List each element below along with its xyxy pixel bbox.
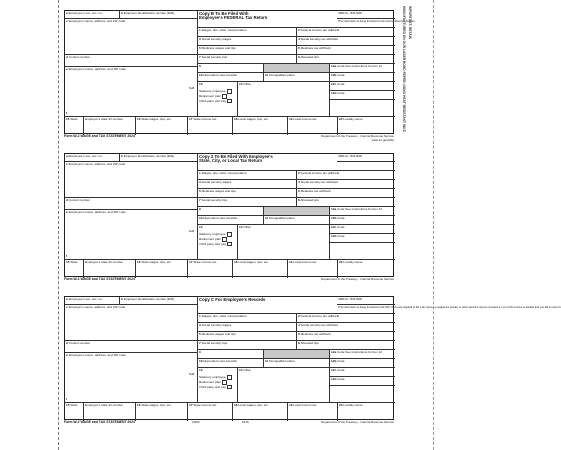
copy-note-text: This information is being furnished to the IRS. If you are required to file a tax return, a negligence penalty or other sanction may be imposed on you if this income is taxable and you fail to report it.	[338, 305, 561, 309]
box-label: Code See instructions for box 12	[337, 206, 382, 211]
box-label: Social security wages	[201, 179, 232, 184]
box-11[interactable]	[263, 216, 329, 225]
box-number: 12b	[331, 215, 337, 220]
box-number: 2	[298, 27, 300, 32]
box-label: Employer's name, address, and ZIP code	[68, 304, 126, 309]
box-7[interactable]	[197, 198, 296, 207]
box-17[interactable]	[187, 260, 232, 278]
box-label: Dependent care benefits	[203, 358, 238, 363]
box-20[interactable]	[337, 260, 395, 278]
pinfeed-strip	[433, 0, 438, 450]
box-label: Social security tips	[201, 54, 228, 59]
box-label: Local wages, tips, etc.	[238, 259, 269, 264]
box-d-control[interactable]	[65, 198, 197, 210]
box-label: Local income tax	[293, 116, 317, 121]
box-11[interactable]	[263, 73, 329, 82]
box-number: 16	[137, 116, 141, 121]
omb-text: OMB No. 1545-0008	[338, 11, 362, 15]
box-number: 11	[265, 215, 269, 220]
box-label: Control number	[68, 340, 91, 345]
box-label: Code	[337, 358, 345, 363]
box-number: 11	[265, 72, 269, 77]
box-label: Social security tax withheld	[300, 36, 338, 41]
box-label: Local income tax	[293, 402, 317, 407]
box-number: 6	[298, 45, 300, 50]
box-number: 19	[289, 259, 293, 264]
box-label: Social security tax withheld	[300, 322, 338, 327]
box-label: Social security tips	[201, 197, 228, 202]
box-14[interactable]	[237, 368, 329, 403]
box-13[interactable]	[197, 368, 237, 403]
box-label: Code See instructions for box 12	[337, 349, 382, 354]
box-label: Dependent care benefits	[203, 215, 238, 220]
box-label: Other	[243, 81, 252, 86]
box-number: 9	[199, 349, 201, 354]
box-number: 1	[199, 170, 201, 175]
box-number: 8	[298, 197, 300, 202]
box-label: Locality name	[343, 116, 363, 121]
box-number: 20	[339, 402, 343, 407]
box-number: c	[66, 161, 68, 166]
retirement-label: Retirement plan	[199, 94, 221, 99]
statutory-label: Statutory employee	[199, 232, 226, 237]
agency-name: Department of the Treasury - Internal Revenue Service	[321, 277, 394, 281]
side-text-line2: MANUFACTURED ON OUR LASER BOND PAPER USING HEAT RESISTANT INKS	[402, 6, 406, 132]
box-number: 13	[199, 224, 203, 229]
box-label: Employer identification number (EIN)	[123, 10, 175, 15]
box-label: Code See instructions for box 12	[337, 63, 382, 68]
retirement-label: Retirement plan	[199, 380, 221, 385]
box-number: 2	[298, 170, 300, 175]
box-16[interactable]	[135, 117, 187, 135]
suffix-label: Suff.	[188, 229, 195, 233]
box-number: 20	[339, 259, 343, 264]
box-number: c	[66, 18, 68, 23]
form-name: Form W-2 WAGE and TAX STATEMENT 2024	[64, 134, 135, 138]
box-number: 19	[289, 402, 293, 407]
copy-note-text: This information is being furnished to the Internal Revenue Service.	[338, 19, 416, 23]
box-label: Medicare tax withheld	[300, 331, 331, 336]
perforation-line	[58, 0, 59, 450]
box-number: 7	[199, 54, 201, 59]
box-18[interactable]	[232, 260, 287, 278]
box-label: Employee's name, address, and ZIP code	[68, 66, 126, 71]
box-c-employer[interactable]	[65, 162, 197, 198]
box-number: d	[66, 197, 68, 202]
box-12d[interactable]	[329, 377, 395, 386]
box-number: 12b	[331, 358, 337, 363]
box-label: Code	[337, 233, 345, 238]
box-label: Other	[243, 367, 252, 372]
box-16[interactable]	[135, 403, 187, 421]
box-number: 1	[199, 27, 201, 32]
ctrl-mark: LW2F	[192, 420, 200, 424]
box-label: Wages, tips, other compensation	[201, 313, 247, 318]
copy-note[interactable]	[337, 305, 561, 314]
box-label: Employee's name, address, and ZIP code	[68, 209, 126, 214]
box-b-ein[interactable]	[119, 11, 197, 19]
box-10[interactable]	[197, 73, 263, 82]
box-label: Medicare wages and tips	[201, 45, 236, 50]
box-label: Dependent care benefits	[203, 72, 238, 77]
box-d-control[interactable]	[65, 55, 197, 67]
box-label: Code	[337, 81, 345, 86]
agency-name: Department of the Treasury - Internal Revenue Service	[321, 420, 394, 424]
statutory-checkbox[interactable]	[227, 232, 232, 237]
omb-number[interactable]	[337, 11, 395, 19]
box-number: 20	[339, 116, 343, 121]
box-number: 11	[265, 358, 269, 363]
box-f: f	[66, 253, 68, 258]
box-19[interactable]	[287, 260, 337, 278]
form-name: Form W-2 WAGE and TAX STATEMENT 2024	[64, 277, 135, 281]
suffix-label: Suff.	[188, 372, 195, 376]
box-number: 15	[66, 259, 70, 264]
box-label: Employee's soc. sec. no.	[68, 296, 103, 301]
box-label: Federal income tax withheld	[300, 170, 340, 175]
box-number: 12a	[331, 206, 337, 211]
box-number: e	[66, 66, 68, 71]
copy-note[interactable]	[337, 19, 416, 28]
box-12d[interactable]	[329, 234, 395, 243]
box-12-blank[interactable]	[329, 100, 395, 117]
box-14[interactable]	[237, 225, 329, 260]
box-ef-employee[interactable]	[65, 353, 197, 403]
box-label: Local income tax	[293, 259, 317, 264]
form-name: Form W-2 WAGE and TAX STATEMENT 2024	[64, 420, 135, 424]
box-label: State	[70, 259, 78, 264]
box-number: 13	[199, 81, 203, 86]
box-15[interactable]	[65, 403, 83, 421]
box-number: 9	[199, 206, 201, 211]
box-label: Nonqualified plans	[269, 72, 295, 77]
box-label: Medicare wages and tips	[201, 331, 236, 336]
box-ef-employee[interactable]	[65, 67, 197, 117]
box-label: Other	[243, 224, 252, 229]
box-label: Local wages, tips, etc.	[238, 402, 269, 407]
box-number: 15	[66, 116, 70, 121]
box-16[interactable]	[135, 260, 187, 278]
omb-number[interactable]	[337, 297, 395, 305]
sickpay-label: Third-party sick pay	[199, 241, 226, 246]
box-label: Federal income tax withheld	[300, 313, 340, 318]
retirement-label: Retirement plan	[199, 237, 221, 242]
box-label: Code	[337, 215, 345, 220]
box-number: b	[121, 296, 123, 301]
box-number: 12d	[331, 90, 337, 95]
box-number: 5	[199, 331, 201, 336]
suffix-label: Suff.	[188, 86, 195, 90]
box-label: State income tax	[193, 402, 217, 407]
box-label: Code	[337, 376, 345, 381]
box-label: State income tax	[193, 259, 217, 264]
box-number: 18	[234, 116, 238, 121]
box-10[interactable]	[197, 359, 263, 368]
box-number: 17	[189, 259, 193, 264]
form-footer	[64, 135, 394, 138]
box-number: 4	[298, 179, 300, 184]
box-label: Employer's name, address, and ZIP code	[68, 18, 126, 23]
box-7[interactable]	[197, 341, 296, 350]
box-label: Social security tips	[201, 340, 228, 345]
box-number: 17	[189, 402, 193, 407]
box-number: 18	[234, 402, 238, 407]
box-label: Code	[337, 224, 345, 229]
box-b-ein[interactable]	[119, 154, 197, 162]
box-label: Allocated tips	[300, 54, 319, 59]
box-number: 14	[239, 81, 243, 86]
box-label: Allocated tips	[300, 197, 319, 202]
box-number: e	[66, 352, 68, 357]
box-15[interactable]	[65, 117, 83, 135]
box-19[interactable]	[287, 403, 337, 421]
sickpay-checkbox[interactable]	[227, 242, 232, 247]
box-label: Employer's state ID number	[85, 116, 124, 121]
box-label: State wages, tips, etc.	[141, 116, 172, 121]
box-label: Code	[337, 90, 345, 95]
box-label: Wages, tips, other compensation	[201, 27, 247, 32]
agency-name: Department of the Treasury - Internal Revenue Service	[321, 134, 394, 138]
box-label: Employer's state ID number	[85, 259, 124, 264]
form-footer	[64, 421, 394, 424]
box-number: a	[66, 296, 68, 301]
box-number: 5	[199, 188, 201, 193]
form-footer	[64, 278, 394, 281]
box-number: 10	[199, 215, 203, 220]
sickpay-label: Third-party sick pay	[199, 384, 226, 389]
box-ef-employee[interactable]	[65, 210, 197, 260]
box-c-employer[interactable]	[65, 19, 197, 55]
omb-text: OMB No. 1545-0008	[338, 297, 362, 301]
box-label: Code	[337, 72, 345, 77]
copy-title[interactable]	[197, 154, 337, 171]
sickpay-label: Third-party sick pay	[199, 98, 226, 103]
box-14[interactable]	[237, 82, 329, 117]
box-label: Medicare tax withheld	[300, 45, 331, 50]
box-number: 4	[298, 322, 300, 327]
box-label: Nonqualified plans	[269, 215, 295, 220]
box-label: Employer identification number (EIN)	[123, 153, 175, 158]
copy-title-line2: State, City, or Local Tax Return	[199, 158, 263, 164]
box-12a-shade[interactable]	[263, 64, 329, 73]
box-label: Employer's name, address, and ZIP code	[68, 161, 126, 166]
box-12a-shade[interactable]	[263, 207, 329, 216]
sickpay-checkbox[interactable]	[227, 99, 232, 104]
box-number: 14	[239, 224, 243, 229]
box-20[interactable]	[337, 117, 395, 135]
box-label: Federal income tax withheld	[300, 27, 340, 32]
box-f: f	[66, 110, 68, 115]
w2-copy-2	[64, 296, 561, 420]
box-12-blank[interactable]	[329, 243, 395, 260]
box-18[interactable]	[232, 403, 287, 421]
box-b-ein[interactable]	[119, 297, 197, 305]
box-15-ein[interactable]	[83, 260, 135, 278]
box-label: Medicare tax withheld	[300, 188, 331, 193]
box-number: 8	[298, 340, 300, 345]
box-12a-shade[interactable]	[263, 350, 329, 359]
box-number: 6	[298, 331, 300, 336]
box-number: 3	[199, 322, 201, 327]
box-10[interactable]	[197, 216, 263, 225]
box-number: 8	[298, 54, 300, 59]
box-label: State wages, tips, etc.	[141, 259, 172, 264]
box-label: Nonqualified plans	[269, 358, 295, 363]
box-11[interactable]	[263, 359, 329, 368]
box-number: 13	[199, 367, 203, 372]
box-label: Medicare wages and tips	[201, 188, 236, 193]
box-7[interactable]	[197, 55, 296, 64]
box-13[interactable]	[197, 82, 237, 117]
box-number: 3	[199, 36, 201, 41]
box-number: 12b	[331, 72, 337, 77]
box-number: c	[66, 304, 68, 309]
box-number: e	[66, 209, 68, 214]
box-d-control[interactable]	[65, 341, 197, 353]
box-number: d	[66, 54, 68, 59]
box-number: 3	[199, 179, 201, 184]
box-number: 17	[189, 116, 193, 121]
omb-number[interactable]	[337, 154, 395, 162]
irs-url: www.irs.gov/efile	[371, 138, 394, 142]
copy-title-line1: Copy C For Employee's Records	[199, 296, 266, 302]
box-label: Employee's name, address, and ZIP code	[68, 352, 126, 357]
statutory-label: Statutory employee	[199, 375, 226, 380]
box-number: 18	[234, 259, 238, 264]
box-c-employer[interactable]	[65, 305, 197, 341]
box-number: 10	[199, 358, 203, 363]
box-label: State income tax	[193, 116, 217, 121]
box-number: 4	[298, 36, 300, 41]
box-12d[interactable]	[329, 91, 395, 100]
box-number: 14	[239, 367, 243, 372]
box-number: 10	[199, 72, 203, 77]
box-label: State	[70, 402, 78, 407]
box-17[interactable]	[187, 403, 232, 421]
box-number: a	[66, 10, 68, 15]
box-label: Locality name	[343, 259, 363, 264]
box-number: 15	[66, 402, 70, 407]
box-number: 19	[289, 116, 293, 121]
box-label: Social security tax withheld	[300, 179, 338, 184]
box-number: 12d	[331, 233, 337, 238]
box-number: 2	[298, 313, 300, 318]
box-label: State wages, tips, etc.	[141, 402, 172, 407]
box-number: 16	[137, 402, 141, 407]
box-f: f	[66, 396, 68, 401]
box-13[interactable]	[197, 225, 237, 260]
box-number: 12c	[331, 224, 337, 229]
side-print-text	[398, 6, 422, 296]
copy-title[interactable]	[197, 297, 337, 314]
box-label: Control number	[68, 197, 91, 202]
box-label: Wages, tips, other compensation	[201, 170, 247, 175]
box-number: 12c	[331, 81, 337, 86]
box-label: Employer identification number (EIN)	[123, 296, 175, 301]
box-18[interactable]	[232, 117, 287, 135]
statutory-checkbox[interactable]	[227, 375, 232, 380]
w2-copy-1	[64, 153, 394, 277]
box-15-ein[interactable]	[83, 403, 135, 421]
box-label: Allocated tips	[300, 340, 319, 345]
box-number: 6	[298, 188, 300, 193]
box-15[interactable]	[65, 260, 83, 278]
box-number: 9	[199, 63, 201, 68]
box-number: 12a	[331, 63, 337, 68]
box-number: b	[121, 153, 123, 158]
box-17[interactable]	[187, 117, 232, 135]
footer-code: 5216	[242, 420, 249, 424]
box-label: Employee's soc. sec. no.	[68, 153, 103, 158]
box-label: Employer's state ID number	[85, 402, 124, 407]
copy-note[interactable]	[337, 162, 395, 171]
box-label: Social security wages	[201, 322, 232, 327]
box-number: 5	[199, 45, 201, 50]
statutory-checkbox[interactable]	[227, 89, 232, 94]
box-label: Code	[337, 367, 345, 372]
box-number: 12c	[331, 367, 337, 372]
box-number: 12d	[331, 376, 337, 381]
box-number: 12a	[331, 349, 337, 354]
box-number: a	[66, 153, 68, 158]
box-number: 7	[199, 197, 201, 202]
box-number: 16	[137, 259, 141, 264]
box-label: Control number	[68, 54, 91, 59]
box-label: Employee's soc. sec. no.	[68, 10, 103, 15]
box-number: 1	[199, 313, 201, 318]
statutory-label: Statutory employee	[199, 89, 226, 94]
copy-title-line1: Copy 2 To Be Filed With Employee's	[199, 153, 273, 159]
box-label: Local wages, tips, etc.	[238, 116, 269, 121]
copy-title-line1: Copy B To Be Filed With	[199, 10, 249, 16]
box-15-ein[interactable]	[83, 117, 135, 135]
box-label: Locality name	[343, 402, 363, 407]
box-number: d	[66, 340, 68, 345]
box-number: 7	[199, 340, 201, 345]
box-12-blank[interactable]	[329, 386, 395, 403]
box-number: b	[121, 10, 123, 15]
copy-title[interactable]	[197, 11, 337, 28]
box-19[interactable]	[287, 117, 337, 135]
omb-text: OMB No. 1545-0008	[338, 154, 362, 158]
box-label: Social security wages	[201, 36, 232, 41]
box-20[interactable]	[337, 403, 395, 421]
box-label: State	[70, 116, 78, 121]
side-text-line1: IMPORTANT: RETAIN	[408, 6, 412, 40]
sickpay-checkbox[interactable]	[227, 385, 232, 390]
copy-title-line2: Employee's FEDERAL Tax Return	[199, 15, 268, 21]
